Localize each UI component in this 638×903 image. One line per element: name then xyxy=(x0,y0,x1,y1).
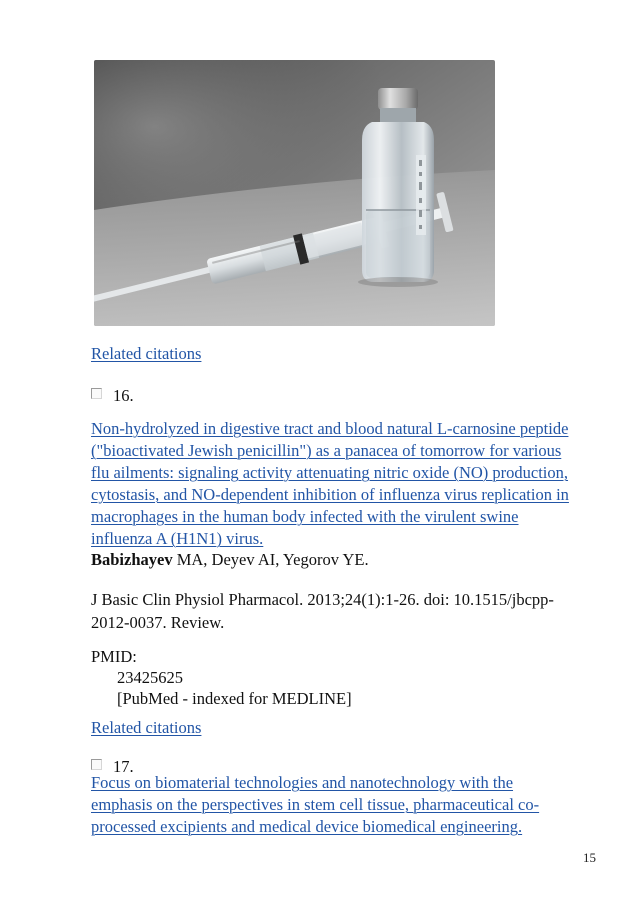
syringe-vial-photo xyxy=(94,60,495,326)
entry-16-title-line[interactable]: cytostasis, and NO-dependent inhibition of influenza virus replication in xyxy=(91,485,569,504)
pubmed-status: [PubMed - indexed for MEDLINE] xyxy=(117,689,352,708)
related-citations-link-1[interactable] xyxy=(91,344,201,364)
entry-16-title-line[interactable]: Non-hydrolyzed in digestive tract and blood natural L-carnosine peptide xyxy=(91,419,569,438)
entry-17-title-line[interactable]: processed excipients and medical device biomedical engineering. xyxy=(91,817,523,836)
entry-16-pmid xyxy=(91,646,352,709)
entry-17-title-line[interactable]: Focus on biomaterial technologies and nanotechnology with the xyxy=(91,773,514,792)
entry-17-title-line[interactable]: emphasis on the perspectives in stem cell tissue, pharmaceutical co- xyxy=(91,795,540,814)
related-citations-text[interactable]: Related citations xyxy=(91,718,202,737)
entry-16-journal xyxy=(91,588,591,634)
entry-16-number: 16. xyxy=(113,386,134,405)
entry-16-title-line[interactable]: ("bioactivated Jewish penicillin") as a panacea of tomorrow for various xyxy=(91,441,562,460)
page-number: 15 xyxy=(583,850,596,865)
entry-16-title-link[interactable] xyxy=(91,418,591,550)
pmid-label: PMID: xyxy=(91,647,137,666)
related-citations-link-2[interactable] xyxy=(91,718,201,738)
pmid-value: 23425625 xyxy=(117,668,183,687)
entry-17-title-link[interactable] xyxy=(91,772,591,838)
entry-17-checkbox[interactable] xyxy=(91,759,102,770)
related-citations-text[interactable]: Related citations xyxy=(91,344,202,363)
entry-16-first-author: Babizhayev xyxy=(91,550,173,569)
entry-16-checkbox[interactable] xyxy=(91,388,102,399)
entry-16-title-line[interactable]: macrophages in the human body infected with the virulent swine xyxy=(91,507,519,526)
entry-16-journal-line: 2012-0037. Review. xyxy=(91,613,225,632)
entry-17-number: 17. xyxy=(113,757,134,776)
entry-16-title-line[interactable]: flu ailments: signaling activity attenuating nitric oxide (NO) production, xyxy=(91,463,569,482)
entry-16-other-authors: MA, Deyev AI, Yegorov YE. xyxy=(172,550,369,569)
entry-16-journal-line: J Basic Clin Physiol Pharmacol. 2013;24(1):1-26. doi: 10.1515/jbcpp- xyxy=(91,590,554,609)
entry-16-header xyxy=(91,386,134,406)
entry-16-authors xyxy=(91,550,591,570)
entry-16-title-line[interactable]: influenza A (H1N1) virus. xyxy=(91,529,264,548)
